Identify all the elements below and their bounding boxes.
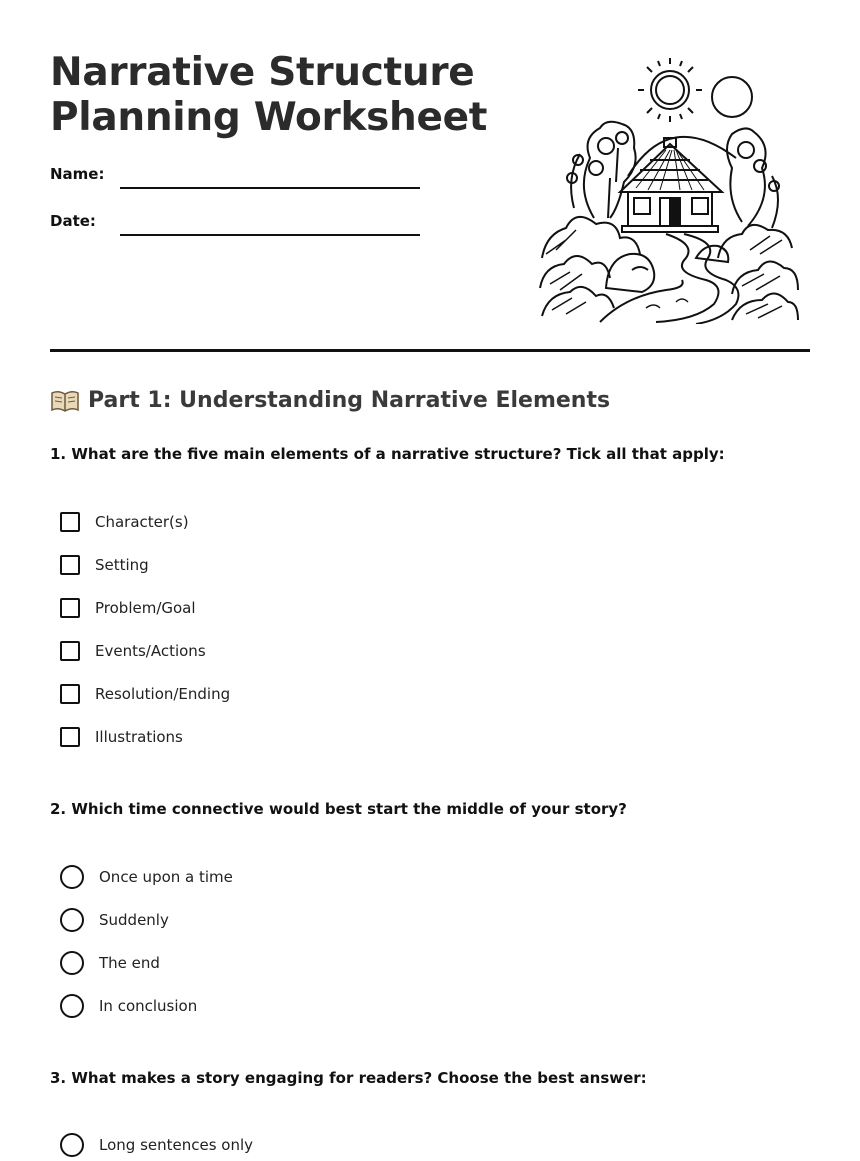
option-label: Suddenly xyxy=(99,911,169,929)
name-label: Name: xyxy=(50,165,105,183)
book-icon xyxy=(50,389,80,413)
option-label: Character(s) xyxy=(95,513,189,531)
option-label: Setting xyxy=(95,556,149,574)
option-label: Problem/Goal xyxy=(95,599,196,617)
radio-button[interactable] xyxy=(60,994,84,1018)
checkbox[interactable] xyxy=(60,684,80,704)
worksheet-title xyxy=(50,50,520,140)
date-field[interactable] xyxy=(120,234,420,236)
checkbox[interactable] xyxy=(60,555,80,575)
radio-button[interactable] xyxy=(60,865,84,889)
date-label: Date: xyxy=(50,212,96,230)
title-line-1: Narrative Structure xyxy=(50,50,475,95)
option-label: The end xyxy=(99,954,160,972)
q1-option-resolution-ending[interactable] xyxy=(60,682,230,706)
cottage-landscape-illustration xyxy=(536,58,800,324)
option-label: Events/Actions xyxy=(95,642,206,660)
name-field[interactable] xyxy=(120,187,420,189)
radio-button[interactable] xyxy=(60,1133,84,1157)
q2-option-in-conclusion[interactable] xyxy=(60,994,197,1018)
option-label: Illustrations xyxy=(95,728,183,746)
question-3-text: 3. What makes a story engaging for readers? Choose the best answer: xyxy=(50,1069,647,1087)
q2-option-once-upon-a-time[interactable] xyxy=(60,865,233,889)
q2-option-the-end[interactable] xyxy=(60,951,160,975)
q1-option-setting[interactable] xyxy=(60,553,149,577)
question-1-text: 1. What are the five main elements of a narrative structure? Tick all that apply: xyxy=(50,445,725,463)
question-2-text: 2. Which time connective would best start the middle of your story? xyxy=(50,800,627,818)
radio-button[interactable] xyxy=(60,908,84,932)
q2-option-suddenly[interactable] xyxy=(60,908,169,932)
checkbox[interactable] xyxy=(60,598,80,618)
q1-option-illustrations[interactable] xyxy=(60,725,183,749)
option-label: In conclusion xyxy=(99,997,198,1015)
part1-heading xyxy=(50,388,610,413)
option-label: Long sentences only xyxy=(99,1136,254,1154)
option-label: Resolution/Ending xyxy=(95,685,231,703)
q1-option-events-actions[interactable] xyxy=(60,639,206,663)
option-label: Once upon a time xyxy=(99,868,233,886)
checkbox[interactable] xyxy=(60,727,80,747)
radio-button[interactable] xyxy=(60,951,84,975)
q1-option-characters[interactable] xyxy=(60,510,189,534)
title-line-2: Planning Worksheet xyxy=(50,95,488,140)
q3-option-long-sentences[interactable] xyxy=(60,1133,253,1157)
checkbox[interactable] xyxy=(60,512,80,532)
section-divider xyxy=(50,349,810,352)
q1-option-problem-goal[interactable] xyxy=(60,596,196,620)
part1-title: Part 1: Understanding Narrative Elements xyxy=(88,388,611,413)
checkbox[interactable] xyxy=(60,641,80,661)
